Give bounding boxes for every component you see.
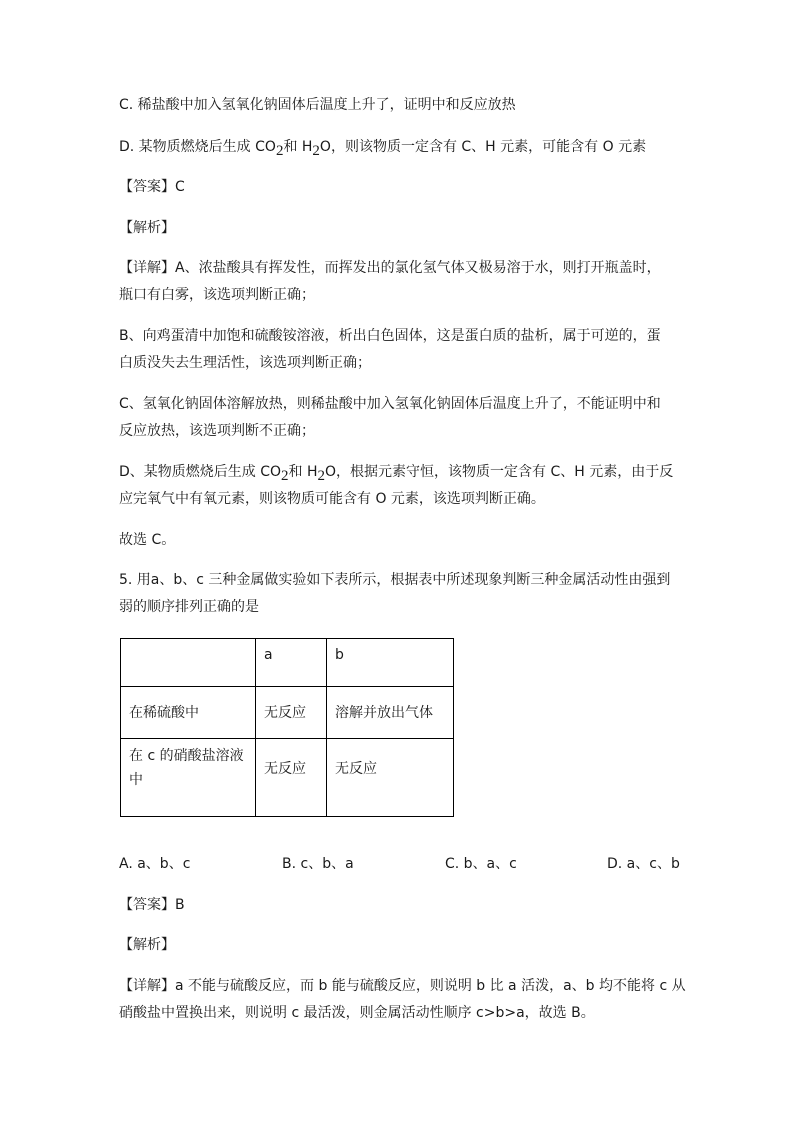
detail-d-part: O，根据元素守恒，该物质一定含有 C、H 元素，由于反 (325, 464, 674, 480)
option-b: B. c、b、a (282, 856, 354, 872)
option-c: C. b、a、c (445, 856, 517, 872)
detail-d-part: 和 H (288, 464, 318, 480)
subscript-2: 2 (275, 142, 284, 159)
table-cell: 在稀硫酸中 (121, 687, 256, 739)
table-cell: 无反应 (256, 739, 327, 817)
question-5-options (119, 853, 679, 873)
detail-b-line1: B、向鸡蛋清中加饱和硫酸铵溶液，析出白色固体，这是蛋白质的盐析，属于可逆的，蛋 (119, 328, 661, 344)
table-cell: 溶解并放出气体 (327, 687, 454, 739)
table-cell: 无反应 (256, 687, 327, 739)
answer-label: 【答案】C (119, 179, 185, 195)
subscript-2: 2 (312, 142, 320, 159)
detail-d-part: D、某物质燃烧后生成 CO (119, 464, 282, 480)
table-header-row (121, 639, 454, 687)
table-header-cell: a (256, 639, 327, 687)
detail-d-line1 (119, 462, 673, 486)
detail-a-line1: 【详解】A、浓盐酸具有挥发性，而挥发出的氯化氢气体又极易溶于水，则打开瓶盖时， (119, 260, 661, 276)
answer-label-2: 【答案】B (119, 897, 185, 913)
reaction-table (120, 638, 454, 817)
option-a: A. a、b、c (119, 856, 191, 872)
analysis-label: 【解析】 (119, 220, 175, 236)
detail2-line2: 硝酸盐中置换出来，则说明 c 最活泼，则金属活动性顺序 c>b>a，故选 B。 (119, 1005, 595, 1021)
detail-d-line2: 应完氧气中有氧元素，则该物质可能含有 O 元素，该选项判断正确。 (119, 491, 545, 507)
detail2-line1: 【详解】a 不能与硫酸反应，而 b 能与硫酸反应，则说明 b 比 a 活泼，a、b 均不能将 c 从 (119, 978, 686, 994)
question-5-line2: 弱的顺序排列正确的是 (119, 599, 259, 615)
subscript-2: 2 (281, 467, 289, 484)
option-d-text (119, 137, 646, 161)
conclusion: 故选 C。 (119, 532, 176, 548)
option-c-text: C. 稀盐酸中加入氢氧化钠固体后温度上升了，证明中和反应放热 (119, 97, 516, 113)
table-row (121, 739, 454, 817)
option-d-part: 和 H (283, 139, 313, 155)
option-d-part: D. 某物质燃烧后生成 CO (119, 139, 276, 155)
question-5-line1: 5. 用a、b、c 三种金属做实验如下表所示，根据表中所述现象判断三种金属活动性由强到 (119, 572, 671, 588)
table-cell: 在 c 的硝酸盐溶液中 (121, 739, 256, 817)
subscript-2: 2 (317, 467, 326, 484)
option-d-part: O，则该物质一定含有 C、H 元素，可能含有 O 元素 (319, 139, 647, 155)
table-header-cell (121, 639, 256, 687)
detail-c-line1: C、氢氧化钠固体溶解放热，则稀盐酸中加入氢氧化钠固体后温度上升了，不能证明中和 (119, 396, 661, 412)
detail-a-line2: 瓶口有白雾，该选项判断正确； (119, 287, 315, 303)
detail-b-line2: 白质没失去生理活性，该选项判断正确； (119, 355, 371, 371)
table-row (121, 687, 454, 739)
detail-c-line2: 反应放热，该选项判断不正确； (119, 423, 315, 439)
analysis-label-2: 【解析】 (119, 937, 175, 953)
table-header-cell: b (327, 639, 454, 687)
option-d: D. a、c、b (607, 856, 680, 872)
table-cell: 无反应 (327, 739, 454, 817)
